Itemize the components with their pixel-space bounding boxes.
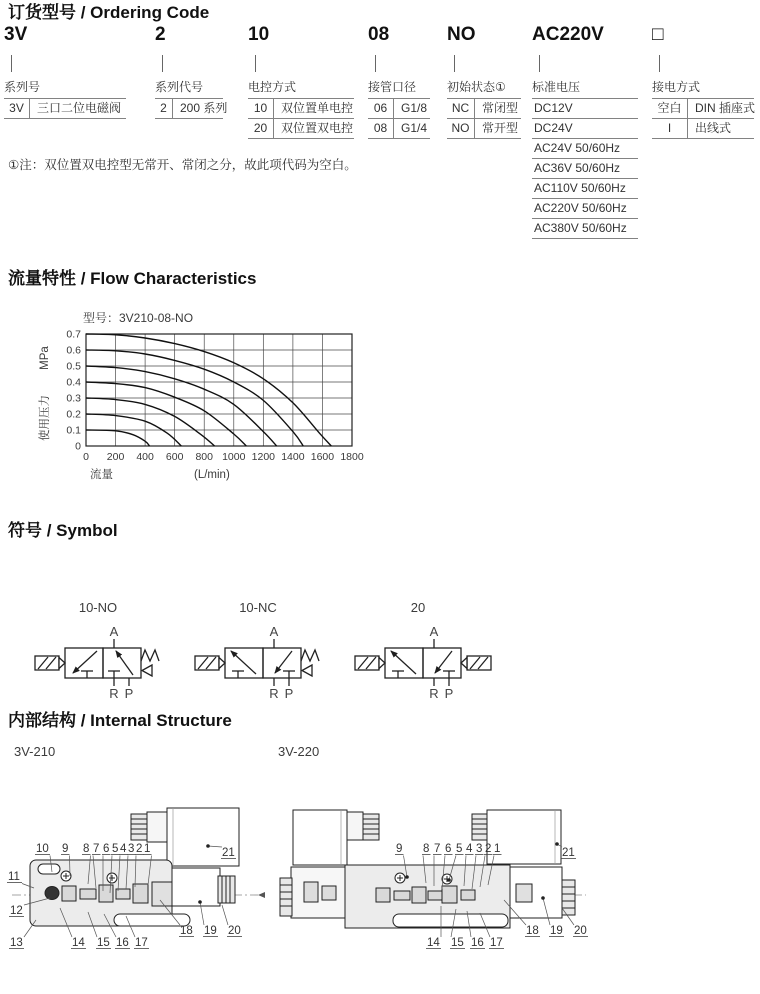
section-heading-flow: 流量特性 / Flow Characteristics — [8, 269, 257, 288]
ordering-column-7 — [652, 24, 754, 139]
part-number-callout: 1 — [494, 843, 501, 855]
ordering-code-segment: NO — [447, 24, 476, 45]
spring-icon — [141, 650, 159, 676]
option-code-cell: 20 — [248, 119, 274, 138]
x-axis-tick-label: 1000 — [222, 451, 246, 463]
valve-symbol-10-no — [18, 600, 178, 705]
callout-anchor-dot — [447, 878, 451, 882]
code-connector-line — [11, 55, 12, 72]
part-number-callout: 15 — [451, 937, 464, 949]
port-label-a: A — [109, 624, 118, 639]
x-axis-tick-label: 1200 — [251, 451, 276, 463]
part-number-callout: 18 — [526, 925, 539, 937]
flow-curve — [86, 430, 150, 446]
callout-leader-line — [70, 856, 71, 877]
column-label: 电控方式 — [248, 79, 354, 99]
part-number-callout: 7 — [93, 843, 100, 855]
part-number-callout: 8 — [83, 843, 90, 855]
option-code-cell: 08 — [368, 119, 394, 138]
part-number-callout: 8 — [423, 843, 430, 855]
part-number-callout: 9 — [396, 843, 403, 855]
option-code-cell: 06 — [368, 99, 394, 118]
option-row — [368, 99, 430, 119]
solenoid-icon — [195, 656, 225, 670]
section-heading-symbol: 符号 / Symbol — [8, 521, 118, 540]
port-label-a: A — [269, 624, 278, 639]
code-connector-line — [375, 55, 376, 72]
symbol-caption: 20 — [410, 600, 426, 615]
port-label-a: A — [429, 624, 438, 639]
column-label: 接管口径 — [368, 79, 430, 99]
option-desc-cell: G1/8 — [401, 101, 428, 115]
option-row — [532, 139, 638, 159]
callout-anchor-dot — [206, 844, 210, 848]
option-desc-cell: AC110V 50/60Hz — [534, 181, 626, 195]
x-axis-tick-label: 200 — [106, 451, 125, 463]
solenoid-coil-left — [293, 810, 347, 865]
part-number-callout: 6 — [445, 843, 452, 855]
y-axis-tick-label: 0.6 — [66, 344, 81, 357]
x-axis-tick-label: 800 — [195, 451, 213, 463]
option-code-cell: 10 — [248, 99, 274, 118]
y-axis-tick-label: 0.2 — [66, 408, 81, 421]
x-axis-tick-label: 0 — [83, 451, 89, 463]
part-number-callout: 5 — [112, 843, 119, 855]
option-desc-cell: AC24V 50/60Hz — [534, 141, 621, 155]
option-code-cell: 3V — [4, 99, 30, 118]
option-desc-cell: AC220V 50/60Hz — [534, 201, 627, 215]
internal-structure-3v220 — [276, 786, 596, 992]
valve-symbol-10-nc — [178, 600, 338, 705]
section-heading-ordering: 订货型号 / Ordering Code — [8, 3, 210, 22]
y-axis-tick-label: 0.1 — [66, 424, 81, 437]
code-connector-line — [162, 55, 163, 72]
valve-position-box — [103, 648, 141, 678]
option-desc-cell: 常开型 — [482, 121, 519, 135]
port-label-p: P — [124, 686, 133, 701]
callout-leader-line — [222, 905, 228, 925]
part-number-callout: 12 — [10, 905, 23, 917]
part-number-callout: 7 — [434, 843, 441, 855]
valve-symbol-drawing-10-nc — [181, 620, 336, 705]
part-number-callout: 2 — [136, 843, 143, 855]
part-number-callout: 14 — [72, 937, 85, 949]
part-number-callout: 15 — [97, 937, 110, 949]
column-label: 系列号 — [4, 79, 126, 99]
port-label-r: R — [428, 686, 439, 701]
port-label-p: P — [284, 686, 293, 701]
ribbed-port-right — [562, 880, 575, 915]
flow-characteristics-chart — [34, 306, 370, 486]
y-axis-tick-label: 0.5 — [66, 360, 81, 373]
x-axis-tick-label: 1800 — [340, 451, 364, 463]
part-number-callout: 6 — [103, 843, 110, 855]
part-number-callout: 20 — [228, 925, 241, 937]
part-number-callout: 21 — [222, 847, 235, 859]
column-label: 接电方式 — [652, 79, 754, 99]
ribbed-nut — [218, 876, 235, 903]
option-row — [248, 99, 354, 119]
part-number-callout: 2 — [485, 843, 492, 855]
part-number-callout: 4 — [466, 843, 473, 855]
pilot-passage-plate — [393, 914, 508, 927]
part-number-callout: 16 — [471, 937, 484, 949]
ordering-column-4 — [368, 24, 430, 139]
part-number-callout: 3 — [128, 843, 135, 855]
solenoid-icon — [461, 656, 491, 670]
part-number-callout: 13 — [10, 937, 23, 949]
part-number-callout: 10 — [36, 843, 49, 855]
ordering-code-segment: 2 — [155, 24, 166, 45]
option-code-cell: 空白 — [652, 99, 688, 118]
part-number-callout: 19 — [550, 925, 563, 937]
option-code-cell: I — [652, 119, 688, 138]
option-row — [532, 119, 638, 139]
symbol-caption: 10-NO — [78, 600, 118, 615]
y-axis-unit-label: MPa — [39, 346, 51, 370]
ordering-code-segment: 10 — [248, 24, 270, 45]
ordering-code-segment: 08 — [368, 24, 390, 45]
code-connector-line — [255, 55, 256, 72]
option-row — [532, 179, 638, 199]
ribbed-port-left — [280, 878, 292, 916]
part-number-callout: 18 — [180, 925, 193, 937]
callout-anchor-dot — [541, 896, 545, 900]
part-number-callout: 4 — [120, 843, 127, 855]
option-desc-cell: 200 系列 — [180, 101, 228, 115]
section-heading-internal: 内部结构 / Internal Structure — [8, 711, 232, 730]
x-axis-name-label: 流量 — [90, 469, 113, 481]
column-label: 初始状态① — [447, 79, 521, 99]
part-number-callout: 9 — [62, 843, 69, 855]
x-axis-unit-label: (L/min) — [194, 469, 230, 481]
diagram-label: 3V-210 — [14, 744, 56, 759]
ordering-code-segment: 3V — [4, 24, 28, 45]
code-connector-line — [539, 55, 540, 72]
part-number-callout: 17 — [490, 937, 503, 949]
column-label: 标准电压 — [532, 79, 638, 99]
option-desc-cell: DC12V — [534, 101, 573, 115]
option-row — [248, 119, 354, 139]
ordering-column-5 — [447, 24, 521, 139]
option-row — [532, 219, 638, 239]
callout-anchor-dot — [555, 842, 559, 846]
option-code-cell: NC — [447, 99, 475, 118]
part-number-callout: 20 — [574, 925, 587, 937]
code-connector-line — [454, 55, 455, 72]
solenoid-icon — [35, 656, 65, 670]
option-row — [368, 119, 430, 139]
part-number-callout: 3 — [476, 843, 483, 855]
solenoid-coil-right — [487, 810, 561, 864]
part-number-callout: 1 — [144, 843, 151, 855]
x-axis-tick-label: 600 — [165, 451, 184, 463]
code-connector-line — [659, 55, 660, 72]
valve-symbol-drawing-10-no — [21, 620, 176, 705]
option-code-cell: 2 — [155, 99, 173, 118]
valve-symbol-drawing-20 — [341, 620, 496, 705]
solenoid-base-block — [172, 868, 220, 906]
option-desc-cell: DC24V — [534, 121, 573, 135]
plot-border — [86, 334, 352, 446]
option-row — [532, 99, 638, 119]
option-row — [447, 99, 521, 119]
x-axis-tick-label: 1400 — [281, 451, 305, 463]
ordering-code-segment: AC220V — [532, 24, 604, 45]
y-axis-tick-label: 0 — [75, 440, 81, 453]
part-number-callout: 19 — [204, 925, 217, 937]
internal-structure-3v210 — [2, 786, 272, 992]
ordering-column-1 — [4, 24, 126, 119]
port-label-r: R — [268, 686, 279, 701]
flow-curve — [86, 366, 277, 446]
option-row — [155, 99, 228, 119]
centerline-arrow-icon — [258, 892, 265, 898]
option-desc-cell: 三口二位电磁阀 — [37, 101, 122, 115]
option-desc-cell: G1/4 — [401, 121, 428, 135]
port-label-p: P — [444, 686, 453, 701]
option-desc-cell: DIN 插座式 — [695, 101, 756, 115]
part-number-callout: 11 — [8, 871, 20, 883]
y-axis-tick-label: 0.4 — [66, 376, 81, 389]
option-desc-cell: AC380V 50/60Hz — [534, 221, 627, 235]
x-axis-tick-label: 1600 — [310, 451, 335, 463]
option-desc-cell: 双位置双电控 — [281, 121, 354, 135]
ordering-note: ①注：双位置双电控型无常开、常闭之分，故此项代码为空白。 — [8, 158, 357, 172]
ordering-column-3 — [248, 24, 354, 139]
port-label-r: R — [108, 686, 119, 701]
option-desc-cell: 常闭型 — [482, 101, 519, 115]
pilot-passage-plate — [114, 914, 190, 926]
spring-icon — [301, 650, 319, 676]
y-axis-tick-label: 0.3 — [66, 392, 81, 405]
symbol-caption: 10-NC — [239, 600, 277, 615]
callout-anchor-dot — [198, 900, 202, 904]
part-number-callout: 17 — [135, 937, 148, 949]
din-connector — [131, 812, 167, 842]
din-connector-left — [347, 812, 379, 840]
diagram-label: 3V-220 — [278, 744, 320, 759]
y-axis-name-label: 使用压力 — [39, 395, 51, 441]
option-row — [652, 99, 754, 119]
chart-title: 型号：3V210-08-NO — [83, 311, 194, 325]
column-label: 系列代号 — [155, 79, 223, 99]
part-number-callout: 14 — [427, 937, 440, 949]
option-desc-cell: 出线式 — [695, 121, 732, 135]
option-row — [652, 119, 754, 139]
part-number-callout: 16 — [116, 937, 129, 949]
ordering-column-6 — [532, 24, 638, 239]
din-connector-right — [472, 814, 487, 840]
option-row — [4, 99, 126, 119]
part-number-callout: 21 — [562, 847, 575, 859]
callout-anchor-dot — [405, 875, 409, 879]
ordering-code-segment: □ — [652, 24, 664, 45]
option-desc-cell: 双位置单电控 — [281, 101, 354, 115]
y-axis-tick-label: 0.7 — [66, 328, 81, 341]
solenoid-icon — [355, 656, 385, 670]
ordering-column-2 — [155, 24, 228, 119]
option-row — [532, 199, 638, 219]
option-row — [532, 159, 638, 179]
option-desc-cell: AC36V 50/60Hz — [534, 161, 621, 175]
part-number-callout: 5 — [456, 843, 463, 855]
option-code-cell: NO — [447, 119, 475, 138]
option-row — [447, 119, 521, 139]
valve-symbol-20 — [338, 600, 498, 705]
x-axis-tick-label: 400 — [136, 451, 154, 463]
